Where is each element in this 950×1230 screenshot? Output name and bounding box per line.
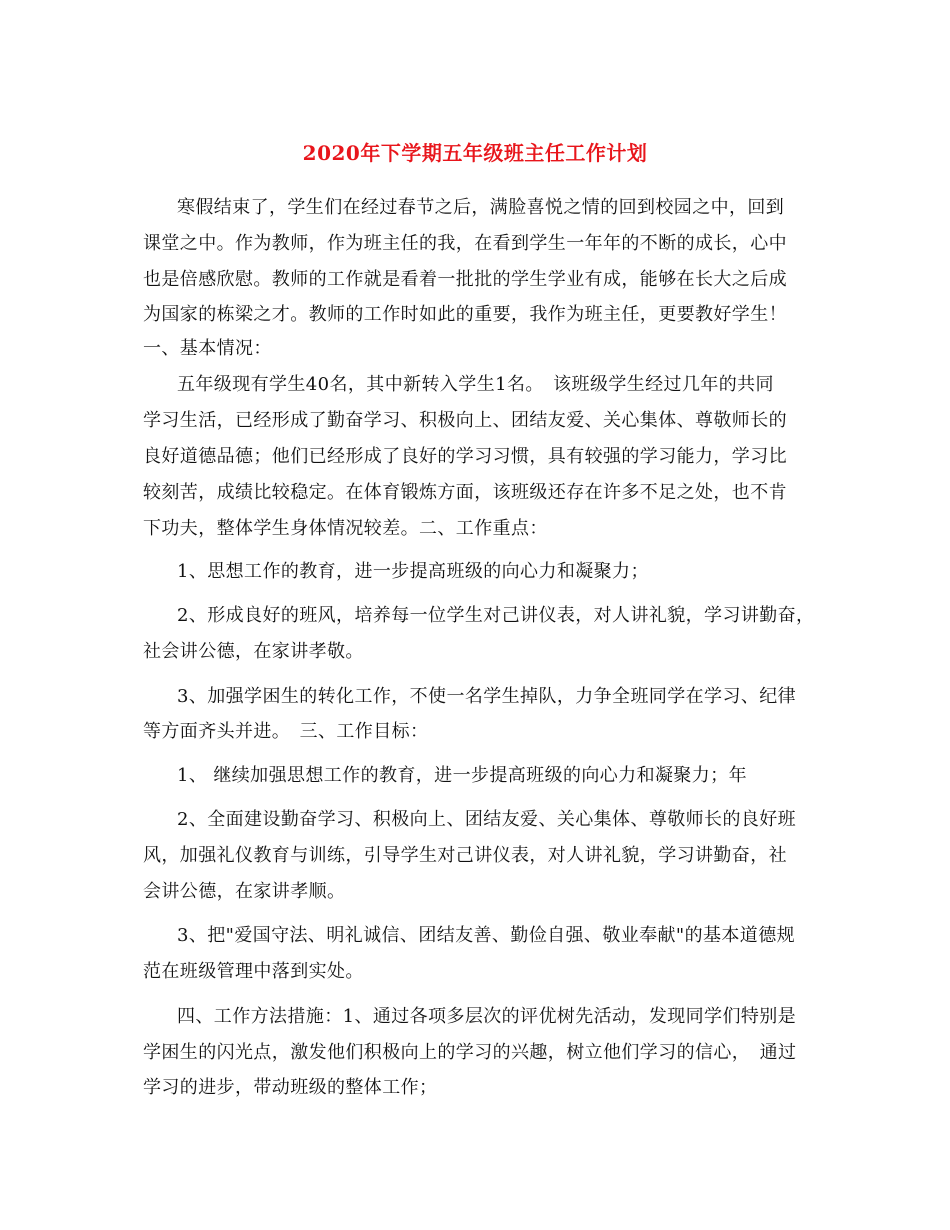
list-item: 3、把"爱国守法、明礼诚信、团结友善、勤俭自强、敬业奉献"的基本道德规 [177, 925, 796, 946]
list-item: 2、全面建设勤奋学习、积极向上、团结友爱、关心集体、尊敬师长的良好班 [177, 809, 797, 830]
list-item: 1、思想工作的教育，进一步提高班级的向心力和凝聚力； [177, 561, 649, 582]
section-heading: 四、工作方法措施：1、通过各项多层次的评优树先活动，发现同学们特别是 [177, 1006, 797, 1027]
list-item: 1、 继续加强思想工作的教育，进一步提高班级的向心力和凝聚力；年 [177, 765, 747, 786]
paragraph-line: 会讲公德，在家讲孝顺。 [143, 881, 346, 902]
paragraph-line: 学习的进步，带动班级的整体工作； [143, 1077, 438, 1098]
paragraph-line: 学习生活，已经形成了勤奋学习、积极向上、团结友爱、关心集体、尊敬师长的 [143, 410, 787, 431]
paragraph-line: 寒假结束了，学生们在经过春节之后，满脸喜悦之情的回到校园之中，回到 [177, 197, 785, 218]
paragraph-line: 为国家的栋梁之才。教师的工作时如此的重要，我作为班主任，更要教好学生！ [143, 304, 787, 325]
paragraph-line: 风，加强礼仪教育与训练，引导学生对己讲仪表，对人讲礼貌，学习讲勤奋，社 [143, 845, 787, 866]
paragraph-line: 五年级现有学生40名，其中新转入学生1名。 该班级学生经过几年的共同 [177, 374, 774, 395]
paragraph-line: 也是倍感欣慰。教师的工作就是看着一批批的学生学业有成，能够在长大之后成 [143, 269, 787, 290]
paragraph-line: 学困生的闪光点，激发他们积极向上的学习的兴趣，树立他们学习的信心， 通过 [143, 1042, 797, 1063]
paragraph-line: 下功夫，整体学生身体情况较差。二、工作重点： [143, 518, 548, 539]
document-title: 2020年下学期五年级班主任工作计划 [302, 141, 648, 165]
paragraph-line: 社会讲公德，在家讲孝敬。 [143, 641, 364, 662]
paragraph-line: 较刻苦，成绩比较稳定。在体育锻炼方面，该班级还存在许多不足之处，也不肯 [143, 482, 787, 503]
paragraph-line: 良好道德品德；他们已经形成了良好的学习习惯，具有较强的学习能力，学习比 [143, 446, 787, 467]
list-item: 3、加强学困生的转化工作，不使一名学生掉队，力争全班同学在学习、纪律 [177, 686, 797, 707]
paragraph-line: 等方面齐头并进。 三、工作目标： [143, 721, 429, 742]
section-heading: 一、基本情况： [143, 338, 272, 359]
list-item: 2、形成良好的班风，培养每一位学生对己讲仪表，对人讲礼貌，学习讲勤奋， [177, 605, 815, 626]
paragraph-line: 范在班级管理中落到实处。 [143, 961, 364, 982]
paragraph-line: 课堂之中。作为教师，作为班主任的我，在看到学生一年年的不断的成长，心中 [143, 233, 787, 254]
